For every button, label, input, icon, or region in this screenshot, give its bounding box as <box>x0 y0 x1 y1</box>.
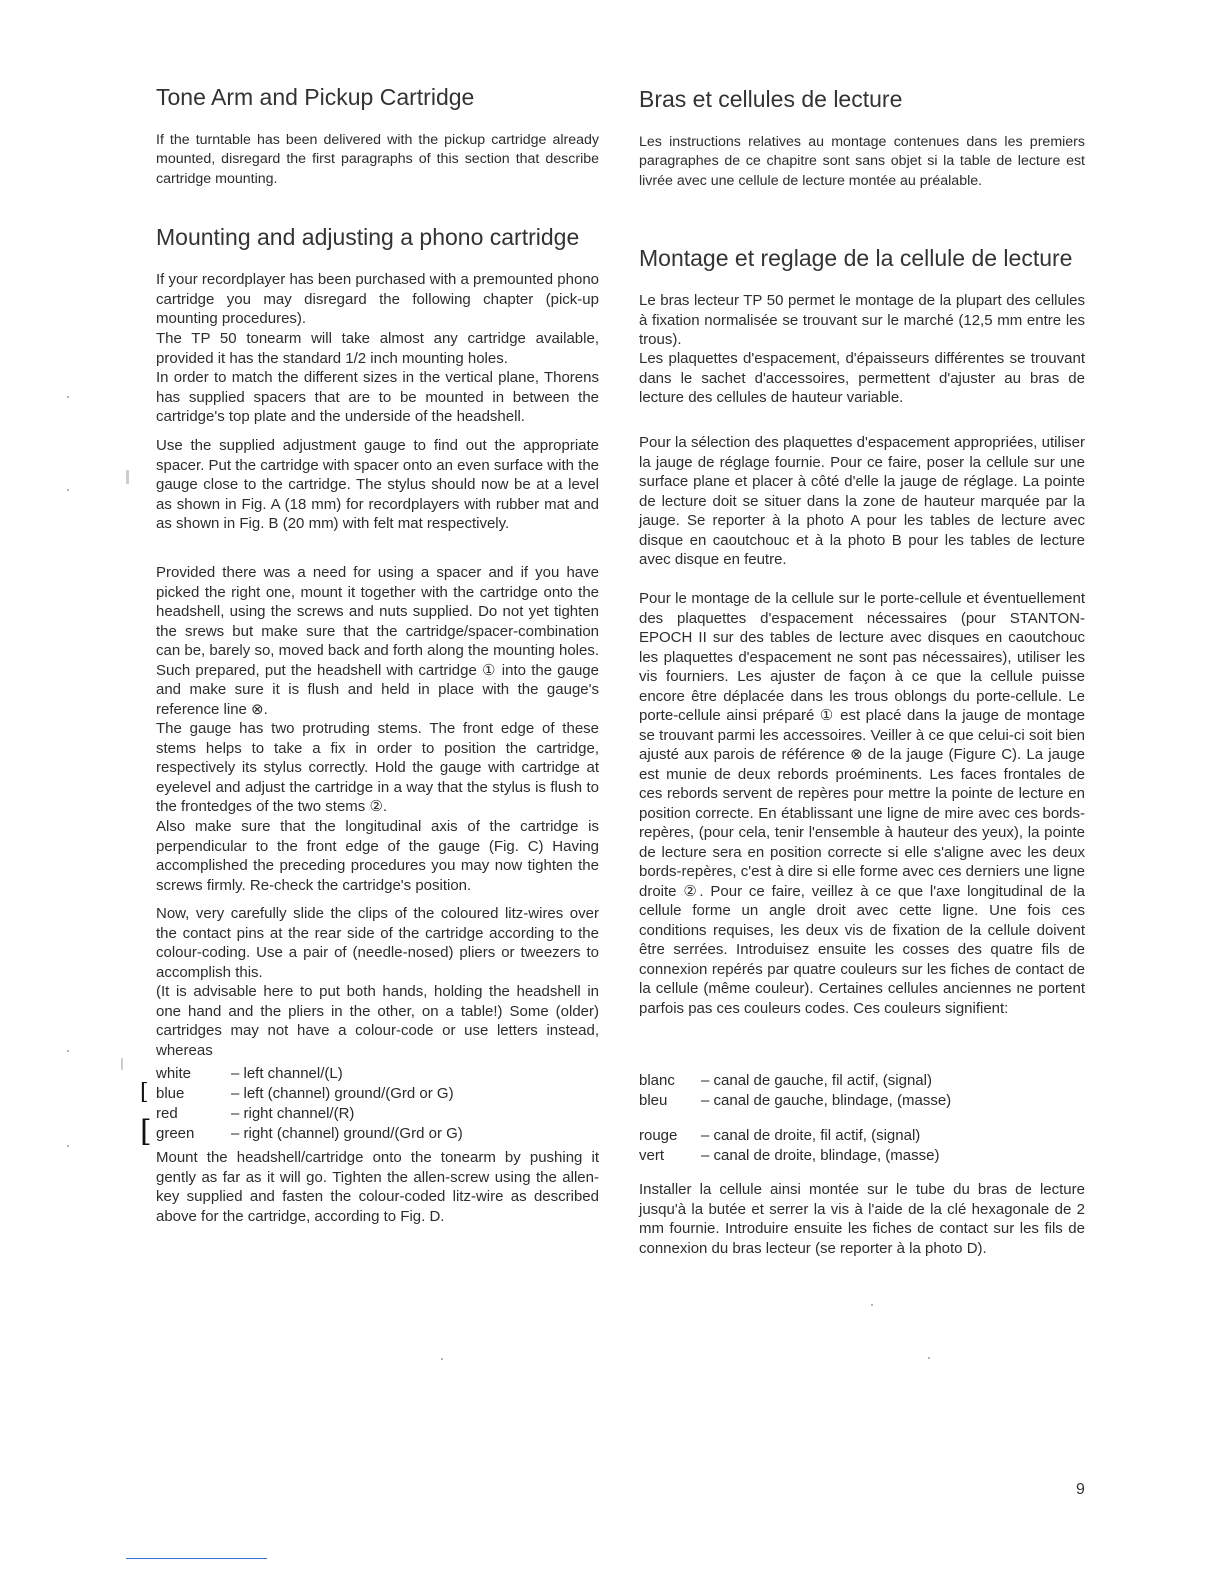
english-title: Tone Arm and Pickup Cartridge <box>156 84 475 110</box>
scan-speck <box>871 1304 873 1306</box>
wire-row-vert <box>639 1146 939 1166</box>
wire-row-bleu <box>639 1091 951 1111</box>
french-subtitle: Montage et reglage de la cellule de lecture <box>639 245 1073 271</box>
wire-color: vert <box>639 1146 665 1164</box>
english-para-4: Use the supplied adjustment gauge to find out the appropriate spacer. Put the cartridge with spacer onto an even surface with the gauge close to the cartridge. The stylus should now be at a level as shown in Fig. A (18 mm) for recordplayers with rubber mat and as shown in Fig. B (20 mm) with felt mat respectively. <box>156 437 599 532</box>
scan-speck <box>121 1058 123 1070</box>
wire-description: – left channel/(L) <box>231 1065 343 1082</box>
french-para-5: Installer la cellule ainsi montée sur le tube du bras de lecture jusqu'à la butée et serrer la vis à l'aide de la clé hexagonale de 2 mm fournie. Introduire ensuite les fiches de contact sur les fils de connexion du bras lecteur (se reporter à la photo D). <box>639 1181 1085 1257</box>
wire-description: – canal de droite, fil actif, (signal) <box>701 1127 921 1144</box>
wire-description: – canal de gauche, blindage, (masse) <box>701 1091 952 1109</box>
wire-row-red <box>156 1104 463 1124</box>
scan-speck <box>67 1145 69 1147</box>
wire-description: – canal de gauche, fil actif, (signal) <box>701 1072 932 1089</box>
wire-row-green <box>156 1124 463 1144</box>
wire-color: white <box>156 1065 192 1082</box>
wire-row-blue <box>156 1084 463 1104</box>
wire-description: – right channel/(R) <box>231 1105 355 1122</box>
wire-row-rouge <box>639 1126 939 1146</box>
wire-description: – right (channel) ground/(Grd or G) <box>231 1125 463 1142</box>
english-wire-code-list <box>156 1064 463 1144</box>
wire-color: blue <box>156 1085 185 1102</box>
scan-speck <box>67 1050 69 1052</box>
french-intro: Les instructions relatives au montage contenues dans les premiers paragraphes de ce chapitre sont sans objet si la table de lecture est livrée avec une cellule de lecture montée au préalable. <box>639 134 1085 189</box>
wire-color: blanc <box>639 1072 675 1089</box>
footnote-rule <box>126 1558 267 1559</box>
wire-row-blanc <box>639 1071 951 1091</box>
scan-speck <box>67 489 69 491</box>
english-subtitle: Mounting and adjusting a phono cartridge <box>156 224 580 250</box>
scan-speck <box>126 470 129 484</box>
scan-speck <box>928 1357 930 1359</box>
french-para-2: Les plaquettes d'espacement, d'épaisseurs différentes se trouvant dans le sachet d'accessoires, permettent d'ajuster au bras de lecture des cellules de hauteur variable. <box>639 350 1085 406</box>
english-para-5: Provided there was a need for using a spacer and if you have picked the right one, mount it together with the cartridge onto the headshell, using the screws and nuts supplied. Do not yet tighten the srews but make sure that the cartridge/spacer-combination can be, barely so, moved back and forth along the mounting holes. Such prepared, put the headshell with cartridge ① into the gauge and make sure it is flush and held in place with the gauge's reference line ⊗. <box>156 564 599 718</box>
wire-color: red <box>156 1105 178 1122</box>
wire-description: – canal de droite, blindage, (masse) <box>701 1146 940 1164</box>
wire-color: green <box>156 1125 195 1142</box>
english-para-6: The gauge has two protruding stems. The front edge of these stems helps to take a fix in order to position the cartridge, respectively its stylus correctly. Hold the gauge with cartridge at eyelevel and adjust the cartridge in a way that the stylus is flush to the frontedges of the two stems ②. <box>156 720 599 815</box>
wire-row-white <box>156 1064 463 1084</box>
wire-color: rouge <box>639 1127 678 1144</box>
bracket-mark-icon: [ <box>140 1080 149 1105</box>
english-para-3: In order to match the different sizes in the vertical plane, Thorens has supplied spacers that are to be mounted in between the cartridge's top plate and the underside of the headshell. <box>156 369 599 425</box>
english-para-1: If your recordplayer has been purchased with a premounted phono cartridge you may disregard the following chapter (pick-up mounting procedures). <box>156 271 599 327</box>
english-para-7: Also make sure that the longitudinal axis of the cartridge is perpendicular to the front edge of the gauge (Fig. C) Having accomplished the preceding procedures you may now tighten the screws firmly. Re-check the cartridge's position. <box>156 818 599 894</box>
page-number: 9 <box>1076 1481 1085 1498</box>
french-para-3: Pour la sélection des plaquettes d'espacement appropriées, utiliser la jauge de réglage fournie. Pour ce faire, poser la cellule sur une surface plane et placer à côté d'elle la jauge de réglage. La pointe de lecture doit se situer dans la zone de hauteur marquée par la jauge. Se reporter à la photo A pour les tables de lecture avec disque en caoutchouc et à la photo B pour les tables de lecture avec disque en feutre. <box>639 434 1085 568</box>
french-para-1: Le bras lecteur TP 50 permet le montage de la plupart des cellules à fixation normalisée se trouvant sur le marché (12,5 mm entre les trous). <box>639 292 1085 348</box>
french-wire-code-list-left <box>639 1071 951 1110</box>
scan-speck <box>441 1358 443 1360</box>
wire-color: bleu <box>639 1091 668 1109</box>
english-para-9: (It is advisable here to put both hands, holding the headshell in one hand and the pliers in the other, on a table!) Some (older) cartridges may not have a colour-code or use letters instead, whereas <box>156 983 599 1059</box>
bracket-mark-icon: [ <box>140 1114 152 1149</box>
scan-speck <box>67 396 69 398</box>
wire-description: – left (channel) ground/(Grd or G) <box>231 1085 454 1102</box>
french-wire-code-list-right <box>639 1126 939 1165</box>
english-para-2: The TP 50 tonearm will take almost any cartridge available, provided it has the standard 1/2 inch mounting holes. <box>156 330 599 367</box>
french-para-4: Pour le montage de la cellule sur le porte-cellule et éventuellement des plaquettes d'espacement nécessaires (pour STANTON-EPOCH II sur des tables de lecture avec disques en caoutchouc les plaquettes d'espacement ne sont pas nécessaires), utiliser les vis fourniers. Les ajuster de façon à ce que la cellule puisse encore être déplacée dans les trous oblongs du porte-cellule. Le porte-cellule ainsi préparé ① est placé dans la jauge de montage se trouvant parmi les accessoires. Veiller à ce que celui-ci soit bien ajusté aux parois de référence ⊗ de la jauge (Figure C). La jauge est munie de deux rebords proéminents. Les faces frontales de ces rebords servent de repères pour mettre la pointe de lecture en position correcte. En établissant une ligne de mire avec ces bords-repères, (pour cela, tenir l'ensemble à hauteur des yeux), la pointe de lecture sera en position correcte si elle s'aligne avec les deux bords-repères, c'est à dire si elle forme avec ces derniers une ligne droite ②. Pour ce faire, veillez à ce que l'axe longitudinal de la cellule forme un angle droit avec cette ligne. Une fois ces conditions requises, les deux vis de fixation de la cellule doivent être serrées. Introduisez ensuite les cosses des quatre fils de connexion repérés par quatre couleurs sur les fiches de contact de la cellule (même couleur). Certaines cellules anciennes ne portent parfois pas ces couleurs codes. Ces couleurs signifient: <box>639 590 1085 1017</box>
english-intro: If the turntable has been delivered with the pickup cartridge already mounted, disregard the first paragraphs of this section that describe cartridge mounting. <box>156 132 599 187</box>
french-title: Bras et cellules de lecture <box>639 86 903 112</box>
english-para-10: Mount the headshell/cartridge onto the tonearm by pushing it gently as far as it will go. Tighten the allen-screw using the allen-key supplied and fasten the colour-coded litz-wire as described above for the cartridge, according to Fig. D. <box>156 1149 599 1225</box>
english-para-8: Now, very carefully slide the clips of the coloured litz-wires over the contact pins at the rear side of the cartridge according to the colour-coding. Use a pair of (needle-nosed) pliers or tweezers to accomplish this. <box>156 905 599 981</box>
